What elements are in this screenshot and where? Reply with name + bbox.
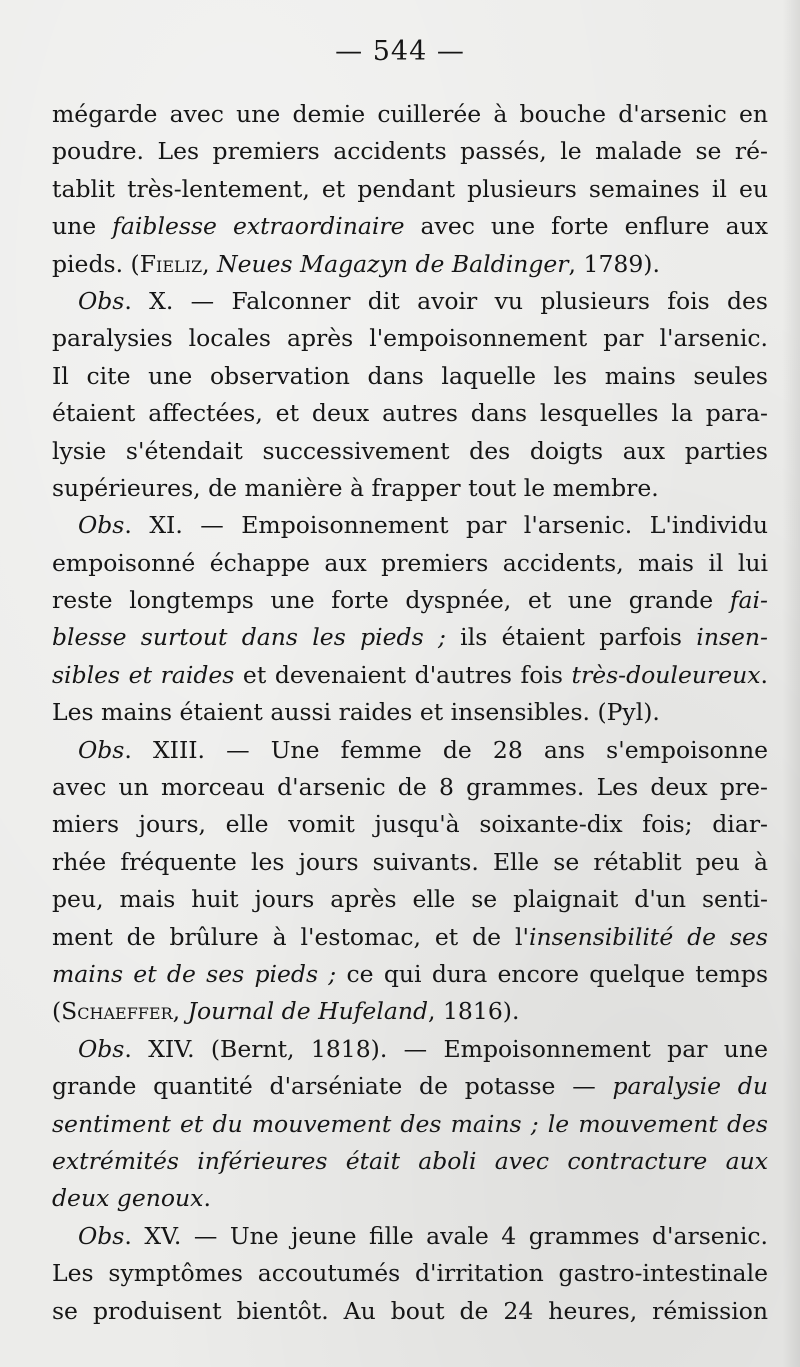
text-line [52, 470, 768, 507]
text-span: miers jours, elle vomit jusqu'à soixante-dix fois; diar- [52, 810, 768, 839]
text-span: paralysies locales après l'empoisonnement par l'arsenic. [52, 324, 768, 353]
text-line [52, 358, 768, 395]
text-span: . XI. — Empoisonnement par l'arsenic. L'individu [124, 511, 768, 540]
italic-text: extrémités inférieures était aboli avec contracture aux [52, 1146, 768, 1175]
text-line [52, 1218, 768, 1255]
text-line [52, 956, 768, 993]
text-span: peu, mais huit jours après elle se plaignait d'un senti- [52, 885, 768, 914]
text-line [52, 545, 768, 582]
text-span: poudre. Les premiers accidents passés, le malade se ré- [52, 137, 768, 166]
text-span: Il cite une observation dans laquelle les mains seules [52, 361, 768, 390]
text-line [52, 1293, 768, 1330]
italic-text: Obs [78, 511, 125, 540]
body-text [52, 96, 768, 1330]
italic-text: Obs [78, 735, 125, 764]
text-line [52, 1068, 768, 1105]
text-line [52, 993, 768, 1030]
italic-text: très-douleureux [571, 660, 761, 689]
text-line [52, 433, 768, 470]
text-line [52, 806, 768, 843]
text-span: , [172, 997, 188, 1026]
text-span: . X. — Falconner dit avoir vu plusieurs fois des [124, 286, 768, 315]
text-span: , [202, 249, 218, 278]
text-span: une [52, 212, 113, 241]
text-line [52, 1031, 768, 1068]
page-number: — 544 — [335, 36, 465, 67]
text-span: mégarde avec une demie cuillerée à bouche d'arsenic en [52, 100, 768, 128]
page-edge-shadow [782, 0, 800, 1367]
italic-text: Neues Magazyn de Baldinger [217, 249, 569, 278]
text-span: , 1789). [568, 249, 660, 278]
italic-text: sentiment et du mouvement des mains ; le mouvement des [52, 1109, 768, 1138]
italic-text: Obs [78, 286, 125, 315]
text-line [52, 1106, 768, 1143]
text-span: , 1816). [428, 997, 520, 1026]
text-line [52, 732, 768, 769]
text-line [52, 657, 768, 694]
text-line [52, 320, 768, 357]
text-span: . [203, 1184, 211, 1213]
text-line [52, 246, 768, 283]
italic-text: deux genoux [52, 1184, 204, 1213]
italic-text: Journal de Hufeland [187, 997, 429, 1026]
small-caps-text: Fieliz [139, 249, 203, 278]
text-span: . [760, 660, 768, 689]
italic-text: insensibilité de ses [528, 922, 768, 951]
text-span: ils étaient parfois [445, 623, 697, 652]
text-line [52, 619, 768, 656]
italic-text: insen- [696, 623, 768, 652]
text-line [52, 919, 768, 956]
text-span: grande quantité d'arséniate de potasse — [52, 1072, 613, 1101]
text-line [52, 881, 768, 918]
text-span: et devenaient d'autres fois [234, 660, 572, 689]
text-line [52, 1180, 768, 1217]
italic-text: fai- [729, 586, 768, 615]
text-span: reste longtemps une forte dyspnée, et une grande [52, 586, 730, 615]
italic-text: Obs [78, 1221, 125, 1250]
text-line [52, 844, 768, 881]
italic-text: faiblesse extraordinaire [112, 212, 405, 241]
text-line [52, 1255, 768, 1292]
italic-text: mains et de ses pieds ; [52, 959, 337, 988]
italic-text: paralysie du [612, 1072, 768, 1101]
text-span: tablit très-lentement, et pendant plusieurs semaines il eu [52, 174, 768, 203]
text-line [52, 171, 768, 208]
text-line [52, 769, 768, 806]
text-line [52, 694, 768, 731]
text-span: Les symptômes accoutumés d'irritation gastro-intestinale [52, 1259, 768, 1288]
text-line [52, 208, 768, 245]
text-span: . XV. — Une jeune fille avale 4 grammes d'arsenic. [124, 1221, 768, 1250]
text-span: empoisonné échappe aux premiers accidents, mais il lui [52, 548, 768, 577]
text-span: ( [52, 997, 62, 1026]
italic-text: blesse surtout dans les pieds ; [52, 623, 446, 652]
text-span: . XIV. (Bernt, 1818). — Empoisonnement par une [124, 1034, 768, 1063]
text-line [52, 1143, 768, 1180]
text-span: lysie s'étendait successivement des doigts aux parties [52, 436, 768, 465]
text-span: avec un morceau d'arsenic de 8 grammes. Les deux pre- [52, 773, 768, 802]
text-line [52, 96, 768, 133]
text-line [52, 507, 768, 544]
text-span: pieds. ( [52, 249, 140, 278]
text-span: Les mains étaient aussi raides et insensibles. (Pyl). [52, 698, 660, 727]
text-span: supérieures, de manière à frapper tout le membre. [52, 473, 659, 502]
text-line [52, 395, 768, 432]
text-span: avec une forte enflure aux [404, 212, 768, 241]
text-span: se produisent bientôt. Au bout de 24 heures, rémission [52, 1296, 768, 1325]
text-line [52, 582, 768, 619]
italic-text: Obs [78, 1034, 125, 1063]
text-line [52, 133, 768, 170]
italic-text: sibles et raides [52, 660, 235, 689]
small-caps-text: Schaeffer [61, 997, 173, 1026]
text-line [52, 283, 768, 320]
text-span: ce qui dura encore quelque temps [336, 959, 768, 988]
text-span: étaient affectées, et deux autres dans lesquelles la para- [52, 399, 768, 428]
text-span: rhée fréquente les jours suivants. Elle se rétablit peu à [52, 847, 768, 876]
text-span: . XIII. — Une femme de 28 ans s'empoisonne [124, 735, 768, 764]
text-span: ment de brûlure à l'estomac, et de l' [52, 922, 529, 951]
